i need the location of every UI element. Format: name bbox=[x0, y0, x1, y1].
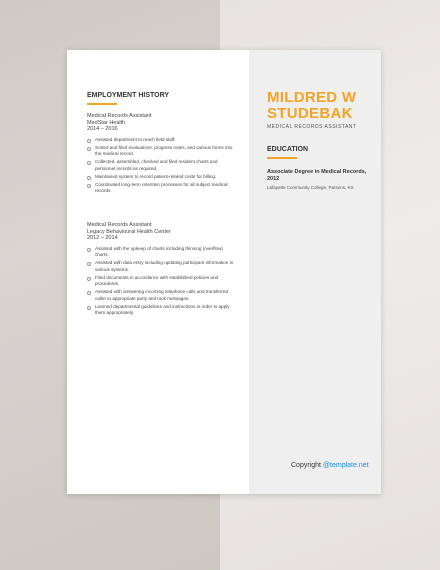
duty-text: Coordinated long-term retention processes for all subject medical records. bbox=[95, 181, 228, 193]
duty-text: Collected, assembled, checked and filed resident charts and personnel records as required. bbox=[95, 159, 218, 171]
duty-item bbox=[87, 246, 237, 259]
duty-text: Learned departmental guidelines and instructions in order to apply them appropriately. bbox=[95, 303, 230, 315]
copyright-label: Copyright bbox=[291, 462, 321, 469]
job-title: Medical Records Assistant bbox=[87, 222, 152, 228]
bullet-icon bbox=[87, 161, 91, 165]
employment-heading: EMPLOYMENT HISTORY bbox=[87, 92, 170, 99]
bullet-icon bbox=[87, 184, 91, 188]
job-company: MedStar Health bbox=[87, 119, 126, 126]
duty-item bbox=[87, 159, 237, 172]
employment-rule bbox=[87, 103, 117, 105]
duty-item bbox=[87, 304, 237, 317]
education-heading: EDUCATION bbox=[267, 146, 309, 153]
bullet-icon bbox=[87, 139, 91, 143]
duty-item bbox=[87, 137, 237, 144]
duty-item bbox=[87, 275, 237, 288]
resume-page bbox=[67, 50, 381, 494]
duty-text: Assisted department to reach field staff. bbox=[95, 136, 176, 142]
bullet-icon bbox=[87, 306, 91, 310]
job-dates: 2012 – 2014 bbox=[87, 235, 118, 241]
candidate-name: MILDRED W STUDEBAK bbox=[267, 89, 357, 122]
bullet-icon bbox=[87, 147, 91, 151]
duty-text: Sorted and filed evaluations, progress notes, and various forms into the medical record. bbox=[95, 144, 233, 156]
duty-text: Assisted with the upkeep of charts including thinning (overflow) charts. bbox=[95, 245, 223, 257]
bullet-icon bbox=[87, 176, 91, 180]
job-dates: 2014 – 2016 bbox=[87, 126, 118, 132]
duty-item bbox=[87, 174, 237, 181]
brand-link[interactable]: @template.net bbox=[322, 462, 369, 469]
job-title: Medical Records Assistant bbox=[87, 113, 152, 119]
bullet-icon bbox=[87, 262, 91, 266]
bullet-icon bbox=[87, 248, 91, 252]
bullet-icon bbox=[87, 277, 91, 281]
candidate-job-title: MEDICAL RECORDS ASSISTANT bbox=[267, 124, 357, 130]
duty-item bbox=[87, 289, 237, 302]
duty-text: Maintained system to record patient-related costs for billing. bbox=[95, 173, 217, 179]
education-rule bbox=[267, 157, 297, 159]
job-entry bbox=[87, 113, 237, 196]
education-school: Lafayette Community College, Parsons, KS bbox=[267, 185, 354, 190]
duty-item bbox=[87, 182, 237, 195]
duty-text: Assisted with data entry including updating participant information in various systems. bbox=[95, 260, 234, 272]
duty-list bbox=[87, 137, 237, 195]
copyright-footer bbox=[291, 462, 369, 469]
bullet-icon bbox=[87, 291, 91, 295]
duty-item bbox=[87, 145, 237, 158]
duty-list bbox=[87, 246, 237, 317]
duty-text: Filed documents in accordance with established policies and procedures. bbox=[95, 274, 219, 286]
job-company: Legacy Behavioural Health Center bbox=[87, 228, 171, 235]
duty-text: Assisted with answering incoming telephone calls and transferred caller to appropriate party and took messages. bbox=[95, 289, 229, 301]
duty-item bbox=[87, 260, 237, 273]
education-degree: Associate Degree in Medical Records, 2012 bbox=[267, 169, 367, 182]
job-entry bbox=[87, 222, 237, 318]
